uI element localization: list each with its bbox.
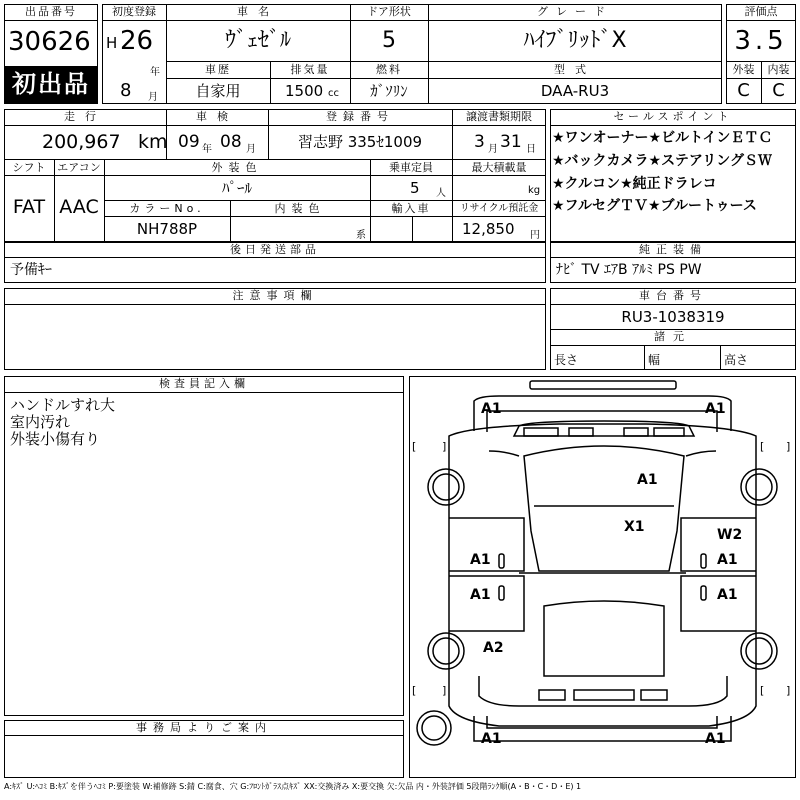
doc-day: 31: [500, 132, 522, 152]
recycle-label: リサイクル預託金: [459, 203, 539, 214]
model-name: ｳﾞｪｾﾞﾙ: [224, 28, 291, 53]
damage-tag-rear-right: A1: [705, 731, 726, 747]
lot-number-label: 出品番号: [25, 5, 77, 18]
capacity-label: 乗車定員: [389, 161, 433, 174]
damage-tag-left-quarter: A2: [483, 640, 504, 656]
month-unit: 月: [148, 92, 158, 103]
sales-point-1: ★ワンオーナー★ビルトインＥＴＣ: [552, 130, 773, 146]
inspector-label: 検査員記入欄: [159, 377, 249, 390]
doors: 5: [382, 28, 396, 53]
damage-tag-left-front-door: A1: [470, 552, 491, 568]
doc-month-unit: 月: [488, 144, 498, 155]
recycle-yen-unit: 円: [530, 230, 540, 241]
diagram-rear-window: [544, 601, 664, 676]
damage-tag-rear-left: A1: [481, 731, 502, 747]
inspection-month: 08: [220, 132, 242, 152]
damage-tag-front-right: A1: [705, 401, 726, 417]
later-parts: 予備ｷｰ: [10, 262, 52, 278]
year-unit: 年: [150, 67, 160, 78]
plate-number: 習志野 335ｾ1009: [297, 133, 423, 151]
history: 自家用: [195, 82, 241, 100]
damage-tag-left-rear-door: A1: [470, 587, 491, 603]
mileage-unit: km: [138, 131, 168, 153]
interior-color-suffix: 系: [356, 230, 366, 241]
diagram-cabin: [524, 446, 684, 571]
inspection-month-unit: 月: [246, 144, 256, 155]
interior-grade-label: 内装: [767, 63, 790, 76]
model-code: DAA-RU3: [540, 82, 610, 100]
diagram-roof-bar: [530, 381, 676, 389]
lot-number: 30626: [8, 27, 91, 57]
shift: FAT: [12, 196, 46, 218]
bracket-left-top-close: ]: [442, 440, 447, 453]
history-label: 車歴: [205, 63, 231, 76]
capacity-unit: 人: [436, 188, 446, 199]
chassis-number: RU3-1038319: [621, 308, 725, 326]
sales-point-2: ★バックカメラ★ステアリングＳＷ: [552, 153, 772, 169]
doc-month: 3: [474, 132, 485, 152]
notes-label: 注意事項欄: [232, 289, 318, 302]
inspector-note-1: ハンドルすれ大: [10, 396, 116, 414]
bracket-left-bottom: [: [412, 684, 417, 697]
body-color-label: 外装色: [211, 161, 263, 174]
max-load-label: 最大積載量: [471, 161, 527, 174]
damage-tag-right-rear-door: A1: [717, 587, 738, 603]
inspection-year: 09: [178, 132, 200, 152]
max-load-unit: kg: [528, 185, 541, 196]
height-label: 高さ: [724, 353, 749, 367]
interior-grade: C: [772, 80, 785, 101]
fuel-label: 燃料: [376, 63, 402, 76]
length-label: 長さ: [554, 353, 579, 367]
inspection-year-unit: 年: [202, 144, 212, 155]
color-no: NH788P: [136, 220, 198, 238]
era-letter: H: [106, 34, 118, 52]
registration-year: 26: [120, 26, 154, 56]
grade-label: グレード: [537, 5, 613, 18]
bracket-right-top-close: ]: [786, 440, 791, 453]
mileage: 200,967: [42, 131, 121, 153]
displacement-label: 排気量: [290, 63, 330, 76]
color-no-label: カラーNo.: [129, 202, 205, 215]
exterior-grade-label: 外装: [732, 63, 755, 76]
bracket-right-bottom: [: [760, 684, 765, 697]
damage-tag-right-front-door: A1: [717, 552, 738, 568]
displacement-unit: cc: [328, 88, 339, 99]
plate-label: 登録番号: [326, 110, 394, 123]
bracket-left-top: [: [412, 440, 417, 453]
chassis-label: 車台番号: [639, 289, 707, 302]
equipment: ﾅﾋﾞ TV ｴｱB ｱﾙﾐ PS PW: [556, 262, 702, 278]
later-parts-label: 後日発送部品: [230, 243, 320, 256]
diagram-rear-bumper: [479, 676, 727, 706]
mileage-label: 走行: [64, 110, 106, 123]
car-diagram: [409, 376, 796, 778]
bracket-right-bottom-close: ]: [786, 684, 791, 697]
import-label: 輸入車: [391, 202, 431, 215]
dims-label: 諸元: [654, 330, 692, 343]
sales-point-4: ★フルセグＴＶ★ブルートゥース: [552, 198, 757, 214]
office-label: 事務局よりご案内: [136, 721, 272, 734]
equipment-label: 純正装備: [639, 243, 707, 256]
score-label: 評価点: [744, 5, 778, 18]
damage-tag-right-fender: W2: [717, 527, 743, 543]
model-code-label: 型式: [554, 63, 596, 76]
displacement: 1500: [285, 82, 324, 100]
body-color: ﾊﾟｰﾙ: [221, 179, 252, 197]
width-label: 幅: [648, 353, 661, 367]
bracket-right-top: [: [760, 440, 765, 453]
first-registration-label: 初度登録: [112, 5, 156, 18]
doc-day-unit: 日: [526, 144, 536, 155]
exterior-grade: C: [737, 80, 750, 101]
registration-month: 8: [120, 80, 132, 101]
door-label: ドア形状: [367, 5, 411, 18]
sales-point-3: ★クルコン★純正ドラレコ: [552, 176, 717, 192]
inspector-note-3: 外装小傷有り: [10, 430, 101, 448]
shift-label: シフト: [12, 161, 46, 174]
bracket-left-bottom-close: ]: [442, 684, 447, 697]
damage-tag-hood: A1: [637, 472, 658, 488]
inspector-note-2: 室内汚れ: [10, 413, 71, 431]
model-name-label: 車名: [237, 5, 279, 18]
damage-tag-front-left: A1: [481, 401, 502, 417]
diagram-body-outline: [449, 424, 756, 726]
damage-tag-roof: X1: [624, 519, 645, 535]
doc-deadline-label: 譲渡書類期限: [466, 110, 532, 123]
first-listing-label: 初出品: [12, 70, 90, 98]
score: 3.5: [734, 26, 788, 56]
grade: ﾊｲﾌﾞﾘｯﾄﾞX: [523, 28, 627, 53]
sales-points-label: セールスポイント: [613, 110, 733, 123]
ac: AAC: [59, 196, 99, 218]
interior-color-label: 内装色: [274, 202, 326, 215]
ac-label: エアコン: [57, 161, 101, 174]
legend-text: A:ｷｽﾞ U:ﾍｺﾐ B:ｷｽﾞを伴うﾍｺﾐ P:要塗装 W:補修跡 S:錆 C:腐食、穴 G:ﾌﾛﾝﾄｶﾞﾗｽ点ｷｽﾞ XX:交換済み X:要交換 欠:欠品 内・外装評価 5段階ﾗﾝｸ順(A・B・C・D・E) 1: [4, 782, 582, 791]
capacity: 5: [410, 179, 420, 197]
inspection-label: 車検: [196, 110, 238, 123]
recycle-fee: 12,850: [462, 220, 515, 238]
fuel: ｶﾞｿﾘﾝ: [370, 82, 408, 100]
